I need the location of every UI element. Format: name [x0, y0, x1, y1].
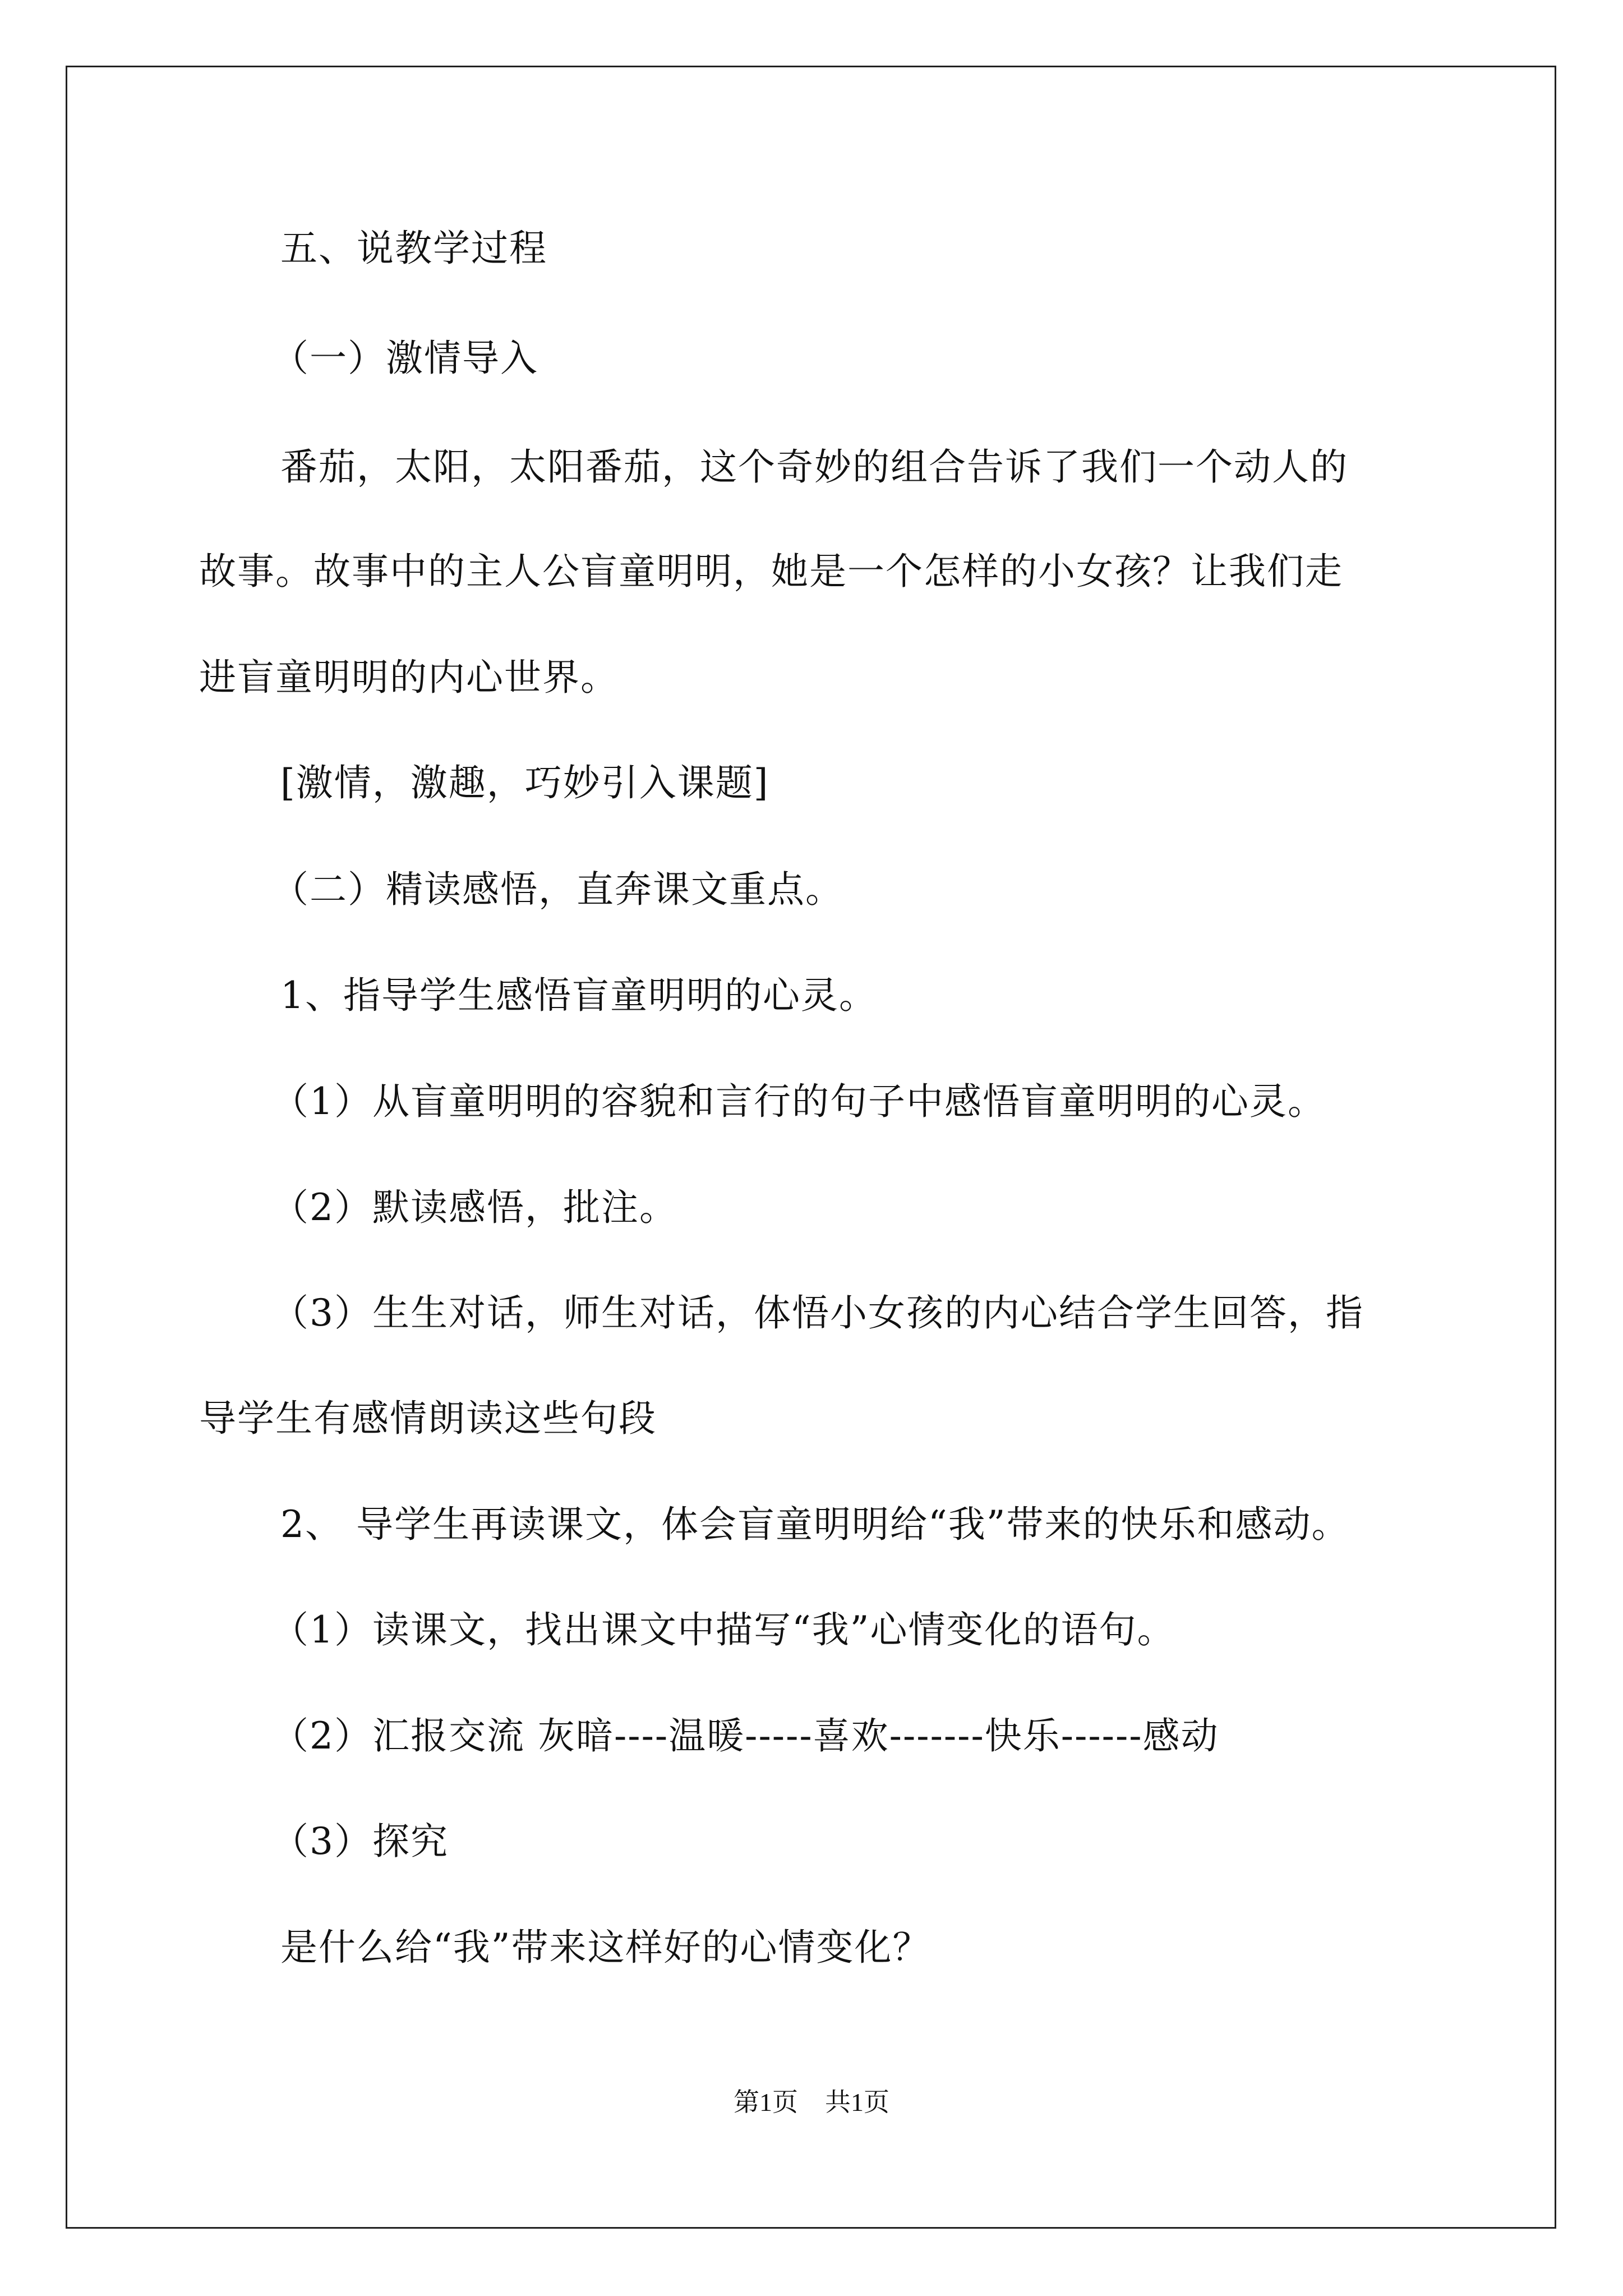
page-number: 第1页 — [734, 2088, 798, 2116]
list-item: （1）从盲童明明的容貌和言行的句子中感悟盲童明明的心灵。 — [271, 1080, 1326, 1123]
annotation-line: [激情，激趣，巧妙引入课题] — [280, 761, 769, 804]
list-item: 2、 导学生再读课文，体会盲童明明给“我”带来的快乐和感动。 — [280, 1503, 1350, 1546]
section-heading: 五、说教学过程 — [280, 227, 547, 270]
list-item: （2）默读感悟，批注。 — [271, 1186, 677, 1229]
paragraph-line: 故事。故事中的主人公盲童明明，她是一个怎样的小女孩？让我们走 — [199, 550, 1343, 593]
list-item: （3）探究 — [271, 1820, 449, 1863]
paragraph-line: 番茄，太阳，太阳番茄，这个奇妙的组合告诉了我们一个动人的 — [280, 445, 1348, 489]
page-border — [66, 66, 1556, 2229]
subsection-heading: （二）精读感悟，直奔课文重点。 — [271, 868, 843, 911]
page-footer — [0, 2087, 1623, 2118]
list-item: （3）生生对话，师生对话，体悟小女孩的内心结合学生回答，指 — [271, 1291, 1364, 1335]
paragraph-line: 进盲童明明的内心世界。 — [199, 656, 619, 699]
list-item: （1）读课文，找出课文中描写“我”心情变化的语句。 — [271, 1608, 1175, 1651]
list-item: 1、指导学生感悟盲童明明的心灵。 — [280, 974, 877, 1017]
paragraph-line: 导学生有感情朗读这些句段 — [199, 1397, 657, 1440]
page-total: 共1页 — [825, 2088, 889, 2116]
subsection-heading: （一）激情导入 — [271, 337, 538, 380]
paragraph-line: 是什么给“我”带来这样好的心情变化？ — [280, 1926, 931, 1969]
list-item: （2）汇报交流 灰暗----温暖-----喜欢-------快乐------感动 — [271, 1714, 1219, 1757]
